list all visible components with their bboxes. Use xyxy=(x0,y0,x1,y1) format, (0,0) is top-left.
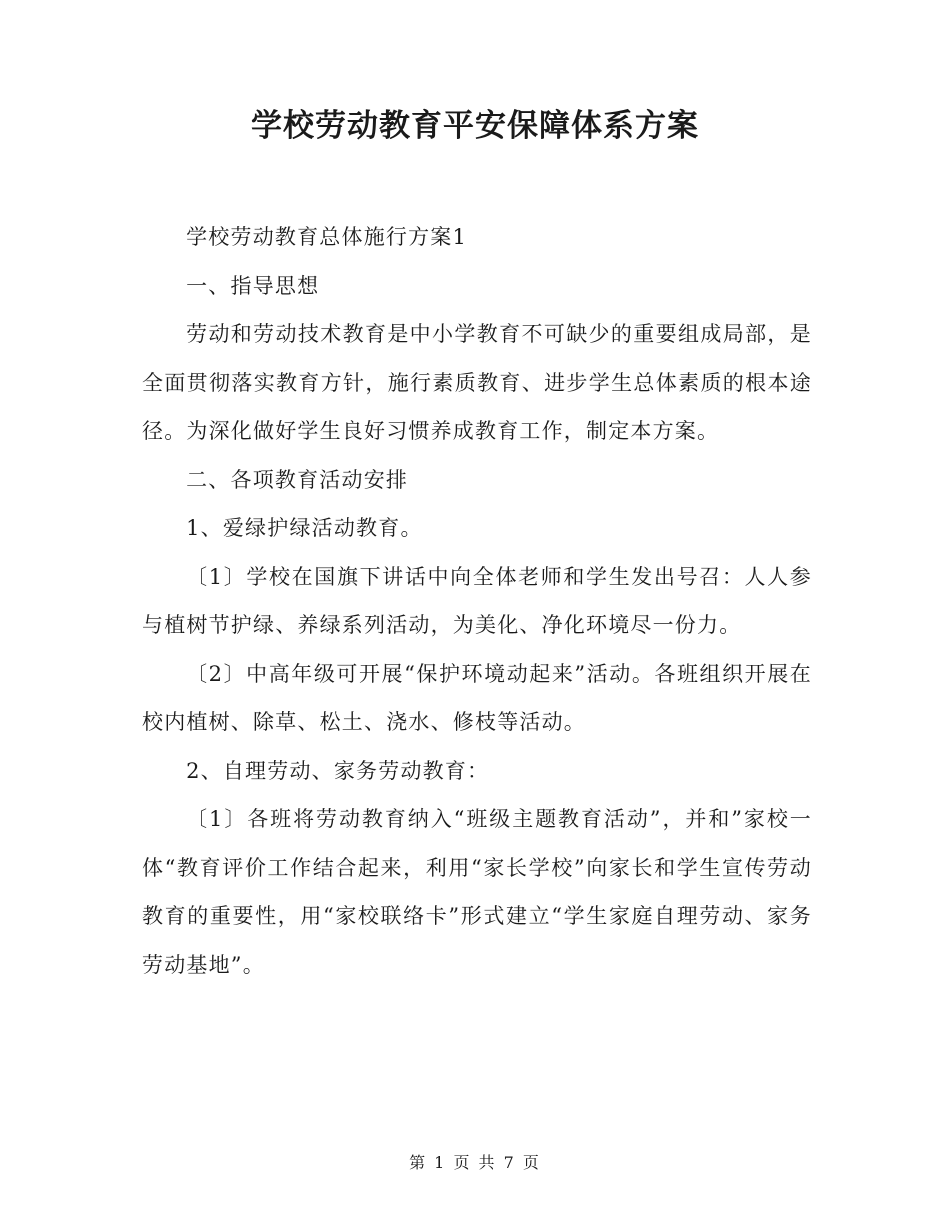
paragraph-item-1-1: 〔1〕学校在国旗下讲话中向全体老师和学生发出号召：人人参与植树节护绿、养绿系列活动，为美化、净化环境尽一份力。 xyxy=(142,564,812,637)
paragraph-item-1-heading: 1、爱绿护绿活动教育。 xyxy=(186,516,423,540)
paragraph-guiding-thought: 劳动和劳动技术教育是中小学教育不可缺少的重要组成局部，是全面贯彻落实教育方针，施行素质教育、进步学生总体素质的根本途径。为深化做好学生良好习惯养成教育工作，制定本方案。 xyxy=(142,322,812,443)
paragraph-item-1-2: 〔2〕中高年级可开展“保护环境动起来”活动。各班组织开展在校内植树、除草、松土、浇水、修枝等活动。 xyxy=(142,661,812,734)
paragraph-plan-heading: 学校劳动教育总体施行方案1 xyxy=(186,225,468,249)
paragraph-section-1-heading: 一、指导思想 xyxy=(186,273,320,298)
page-footer: 第 1 页 共 7 页 xyxy=(409,1153,541,1172)
document-title: 学校劳动教育平安保障体系方案 xyxy=(251,108,699,144)
paragraph-item-2-heading: 2、自理劳动、家务劳动教育： xyxy=(186,758,490,783)
document-body xyxy=(142,213,812,989)
paragraph-section-2-heading: 二、各项教育活动安排 xyxy=(186,467,409,492)
paragraph-item-2-1: 〔1〕各班将劳动教育纳入“班级主题教育活动”，并和”家校一体“教育评价工作结合起来，利用“家长学校”向家长和学生宣传劳动教育的重要性，用“家校联络卡”形式建立“学生家庭自理劳动、家务劳动基地”。 xyxy=(142,807,812,977)
